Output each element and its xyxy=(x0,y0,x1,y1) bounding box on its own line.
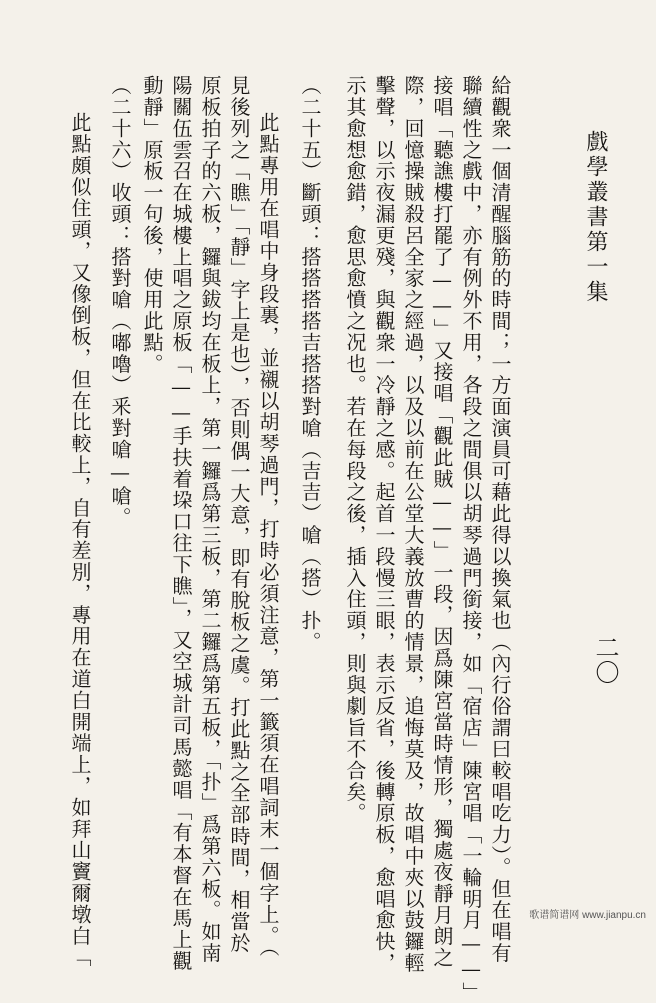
text-column-5: 擊聲，以示夜漏更殘，與觀衆一冷靜之感。起首一段慢三眼，表示反省，後轉原板，愈唱愈快， xyxy=(372,75,396,974)
text-column-11: 陽關伍雲召在城樓上唱之原板「——手扶着垜口往下瞧」，又空城計司馬懿唱「有本督在馬上觀 xyxy=(169,75,193,972)
section-heading-25: （二十五）斷頭：搭搭搭搭吉搭搭對嗆（吉吉）嗆（搭）扑。 xyxy=(298,75,322,653)
section-heading-26: （二十六）收頭：搭對嗆（嘟嚕）釆對嗆—嗆。 xyxy=(108,75,132,529)
text-column-8: 此點專用在唱中身段裏，並襯以胡琴過門，打時必須注意，第一籤須在唱詞末一個字上。（ xyxy=(256,112,280,958)
text-column-4: 際，回憶操賊殺呂全家之經過，以及以前在公堂大義放曹的情景，追悔莫及，故唱中夾以鼓鑼輕 xyxy=(401,75,425,974)
text-column-6: 示其愈想愈錯，愈思愈憤之况也。若在每段之後，插入住頭，則與劇旨不合矣。 xyxy=(343,75,367,824)
watermark: 歌谱简谱网 www.jianpu.cn xyxy=(529,910,646,921)
text-column-1: 給觀衆一個清醒腦筋的時間；一方面演員可藉此得以換氣也（內行俗謂曰較唱吃力）。但在唱有 xyxy=(488,75,512,964)
page-number: 二〇 xyxy=(591,635,619,685)
text-column-14: 此點頗似住頭，又像倒板，但在比較上，自有差別，專用在道白開端上，如拜山竇爾墩白「 xyxy=(68,112,92,968)
text-column-9: 見後列之「瞧」「靜」字上是也），否則偶一大意，即有脫板之虞。打此點之全部時間，相當於 xyxy=(227,75,251,954)
running-header: 戲學叢書第一集 xyxy=(583,130,608,305)
text-column-3: 接唱「聽譙樓打罷了——」又接唱「觀此賊——」一段，因爲陳宮當時情形，獨處夜靜月朗之 xyxy=(430,75,454,969)
text-column-10: 原板拍子的六板，鑼與鈸均在板上，第一鑼爲第三板，第二鑼爲第五板，「扑」爲第六板。如南 xyxy=(198,75,222,964)
text-column-12: 動靜」原板一句後，使用此點。 xyxy=(140,75,164,375)
text-column-2: 聯續性之戲中，亦有例外不用，各段之間俱以胡琴過門銜接，如「宿店」陳宮唱「一輪明月——」 xyxy=(459,75,483,1003)
